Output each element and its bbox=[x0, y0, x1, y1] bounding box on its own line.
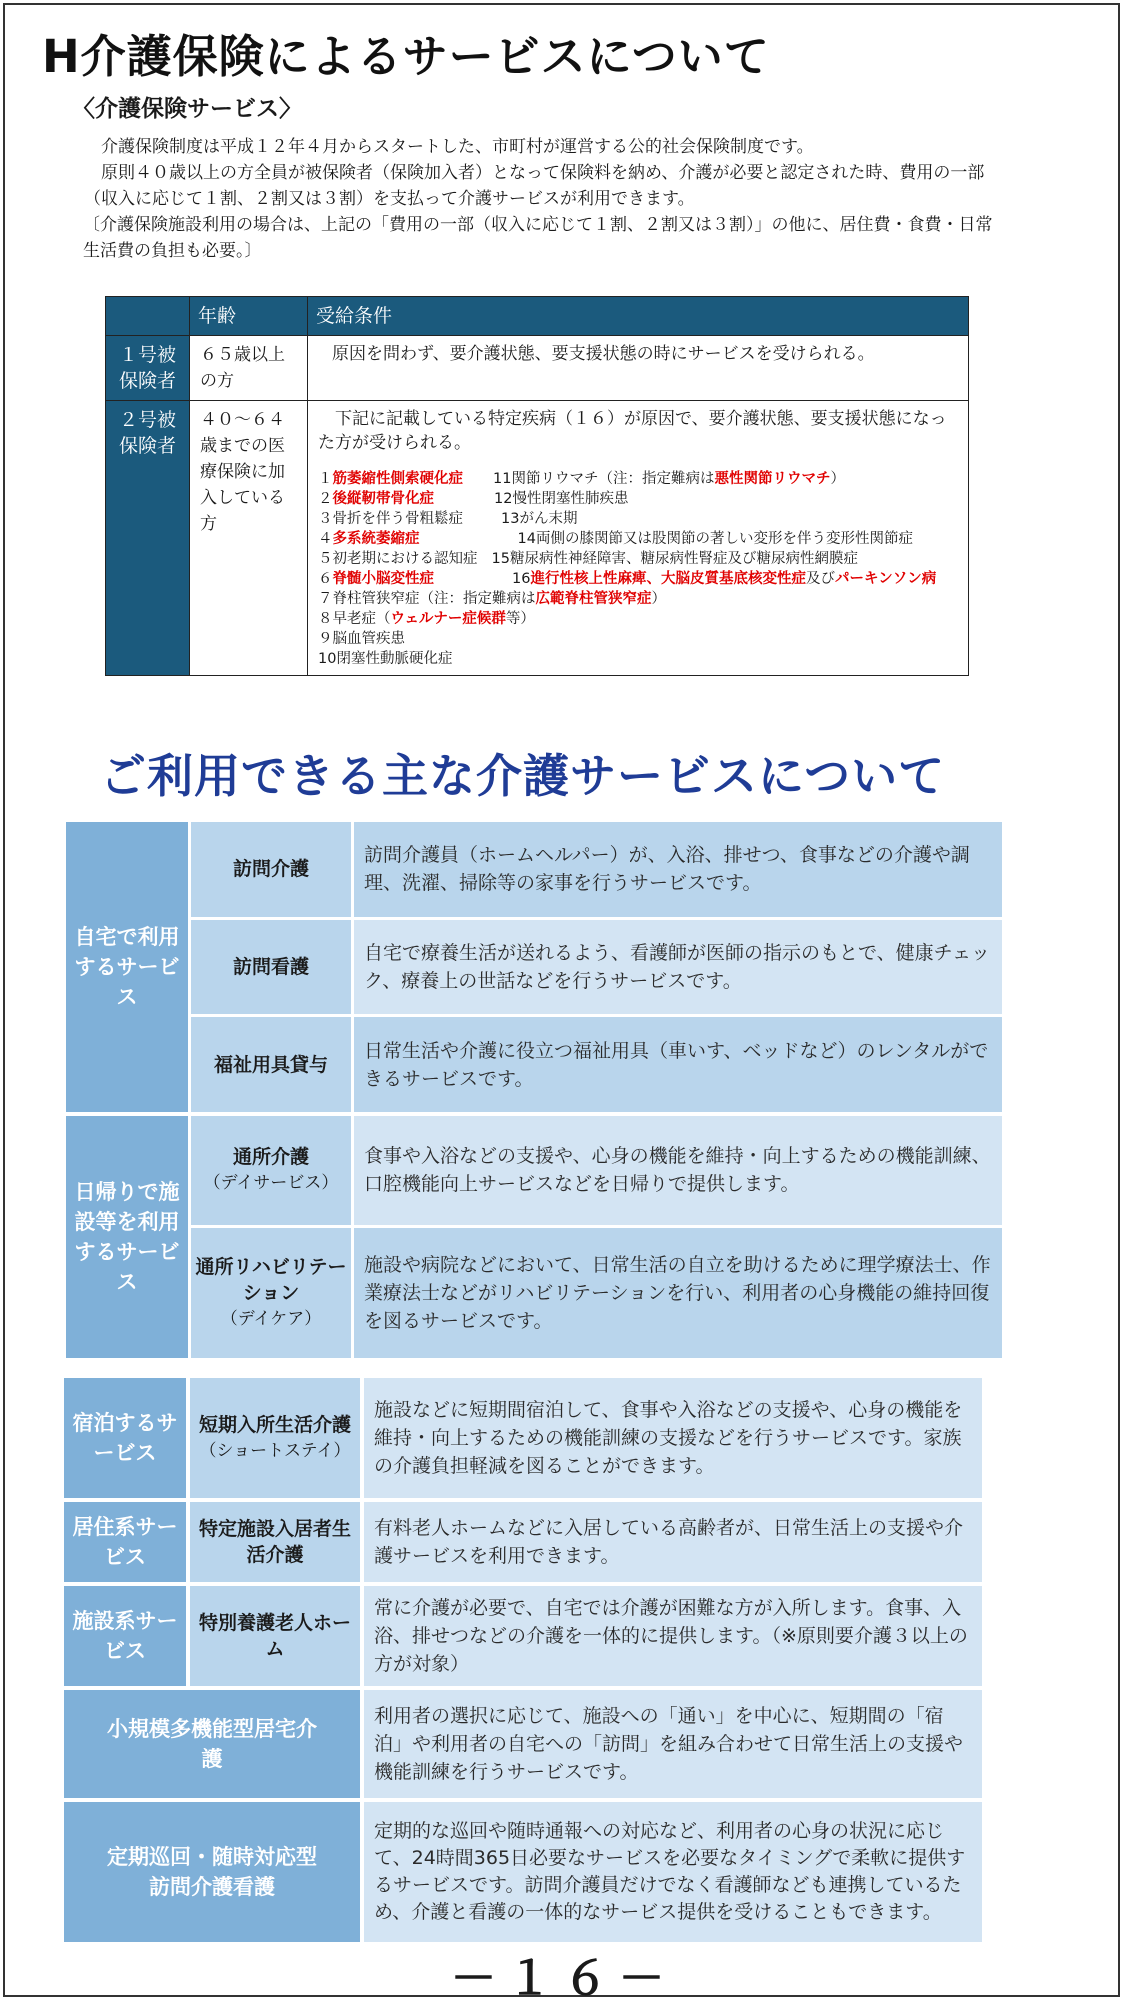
disease-item: ５初老期における認知症 bbox=[318, 551, 478, 567]
service-desc-day-service: 食事や入浴などの支援や、心身の機能を維持・向上するための機能訓練、口腔機能向上サービスなどを日帰りで提供します。 bbox=[354, 1116, 1002, 1225]
row-head-1: １号被保険者 bbox=[106, 336, 190, 401]
service-name-multifunction: 小規模多機能型居宅介護 bbox=[64, 1690, 360, 1798]
disease-item: 脊髄小脳変性症 bbox=[332, 571, 434, 587]
eligibility-table bbox=[105, 296, 969, 676]
service-desc-short-stay: 施設などに短期間宿泊して、食事や入浴などの支援や、心身の機能を維持・向上するための機能訓練の支援などを行うサービスです。家族の介護負担軽減を図ることができます。 bbox=[364, 1378, 982, 1498]
intro-text bbox=[84, 134, 994, 264]
services-heading: ご利用できる主な介護サービスについて bbox=[100, 749, 946, 803]
disease-item: ９脳血管疾患 bbox=[318, 631, 405, 647]
service-name-residence: 特定施設入居者生活介護 bbox=[190, 1502, 360, 1582]
eligibility-row-1 bbox=[106, 336, 969, 401]
service-name-day-service bbox=[191, 1116, 351, 1225]
facility-services-category: 施設系サービス bbox=[64, 1586, 186, 1686]
disease-item: ７脊柱管狭窄症（注：指定難病は bbox=[318, 591, 536, 607]
service-name-day-care-main: 通所リハビリテーション bbox=[195, 1255, 347, 1304]
service-name-short-stay-main: 短期入所生活介護 bbox=[198, 1414, 351, 1436]
stay-services-category: 宿泊するサービス bbox=[64, 1378, 186, 1498]
disease-item: 多系統萎縮症 bbox=[332, 531, 420, 547]
service-name-day-care-sub: （デイケア） bbox=[220, 1308, 322, 1329]
disease-item: 10閉塞性動脈硬化症 bbox=[318, 651, 453, 667]
service-desc-multifunction: 利用者の選択に応じて、施設への「通い」を中心に、短期間の「宿泊」や利用者の自宅への「訪問」を組み合わせて日常生活上の支援や機能訓練を行うサービスです。 bbox=[364, 1690, 982, 1798]
service-desc-home-nursing: 自宅で療養生活が送れるよう、看護師が医師の指示のもとで、健康チェック、療養上の世話などを行うサービスです。 bbox=[354, 920, 1002, 1015]
other-services-block bbox=[64, 1378, 982, 1946]
disease-num: ２ bbox=[318, 491, 333, 507]
service-name-day-service-sub: （デイサービス） bbox=[203, 1173, 339, 1194]
disease-num: ４ bbox=[318, 531, 333, 547]
service-name-periodic-visit: 定期巡回・随時対応型訪問介護看護 bbox=[64, 1802, 360, 1942]
service-name-equipment-rental: 福祉用具貸与 bbox=[191, 1017, 351, 1112]
disease-item: 筋萎縮性側索硬化症 bbox=[332, 471, 463, 487]
service-name-day-service-main: 通所介護 bbox=[232, 1146, 309, 1169]
disease-item: 広範脊柱管狭窄症 bbox=[535, 591, 652, 607]
service-desc-equipment-rental: 日常生活や介護に役立つ福祉用具（車いす、ベッドなど）のレンタルができるサービスです。 bbox=[354, 1017, 1002, 1112]
disease-num: 16 bbox=[512, 571, 531, 587]
disease-line-6 bbox=[318, 569, 958, 589]
day-services-category: 日帰りで施設等を利用するサービス bbox=[66, 1116, 188, 1358]
disease-item: 12慢性閉塞性肺疾患 bbox=[494, 491, 629, 507]
disease-item: ウェルナー症候群 bbox=[390, 611, 506, 627]
disease-item: ８早老症（ bbox=[318, 611, 391, 627]
disease-list bbox=[318, 469, 958, 669]
eligibility-row-2 bbox=[106, 401, 969, 676]
page-number: －１６－ bbox=[450, 1951, 675, 2005]
disease-line-8 bbox=[318, 609, 958, 629]
intro-paragraph-3: 〔介護保険施設利用の場合は、上記の「費用の一部（収入に応じて１割、２割又は３割）」の他に、居住費・食費・日常生活費の負担も必要。〕 bbox=[83, 215, 993, 261]
disease-line-10 bbox=[318, 649, 958, 669]
disease-line-1 bbox=[318, 469, 958, 489]
header-blank bbox=[106, 297, 190, 336]
row-head-2: ２号被保険者 bbox=[106, 401, 190, 676]
disease-line-9 bbox=[318, 629, 958, 649]
day-services-block bbox=[66, 1116, 1002, 1358]
disease-num: １ bbox=[318, 471, 333, 487]
disease-item: 11関節リウマチ（注：指定難病は bbox=[493, 471, 715, 487]
disease-item: パーキンソン病 bbox=[834, 571, 937, 587]
disease-item: 進行性核上性麻痺、大脳皮質基底核変性症 bbox=[530, 571, 806, 587]
disease-item: 14両側の膝関節又は股関節の著しい変形を伴う変形性関節症 bbox=[517, 531, 913, 547]
disease-line-7 bbox=[318, 589, 958, 609]
page-title: H介護保険によるサービスについて bbox=[42, 30, 770, 83]
row-cond-2 bbox=[308, 401, 969, 676]
row-cond-2-text: 下記に記載している特定疾病（１６）が原因で、要介護状態、要支援状態になった方が受けられる。 bbox=[318, 409, 947, 453]
service-desc-periodic-visit: 定期的な巡回や随時通報への対応など、利用者の心身の状況に応じて、24時間365日必要なサービスを必要なタイミングで柔軟に提供するサービスです。訪問介護員だけでなく看護師なども連携しているため、介護と看護の一体的なサービス提供を受けることもできます。 bbox=[364, 1802, 982, 1942]
section-subtitle: 〈介護保険サービス〉 bbox=[72, 96, 302, 122]
disease-item: ３骨折を伴う骨粗鬆症 bbox=[318, 511, 463, 527]
disease-line-4 bbox=[318, 529, 958, 549]
intro-paragraph-2: 原則４０歳以上の方全員が被保険者（保険加入者）となって保険料を納め、介護が必要と認定された時、費用の一部（収入に応じて１割、２割又は３割）を支払って介護サービスが利用できます。 bbox=[84, 163, 985, 209]
service-name-home-visit-care: 訪問介護 bbox=[191, 822, 351, 917]
disease-item: 後縦靭帯骨化症 bbox=[332, 491, 434, 507]
disease-item: ） bbox=[830, 471, 845, 487]
row-age-1: ６５歳以上の方 bbox=[190, 336, 308, 401]
disease-item: 及び bbox=[805, 571, 835, 587]
service-desc-nursing-home: 常に介護が必要で、自宅では介護が困難な方が入所します。食事、入浴、排せつなどの介護を一体的に提供します。（※原則要介護３以上の方が対象） bbox=[364, 1586, 982, 1686]
disease-item: 等） bbox=[505, 611, 535, 627]
eligibility-header-row bbox=[106, 297, 969, 336]
disease-line-3 bbox=[318, 509, 958, 529]
service-name-home-nursing: 訪問看護 bbox=[191, 920, 351, 1015]
row-age-2: ４０～６４歳までの医療保険に加入している方 bbox=[190, 401, 308, 676]
disease-item: 13がん末期 bbox=[501, 511, 578, 527]
service-desc-home-visit-care: 訪問介護員（ホームヘルパー）が、入浴、排せつ、食事などの介護や調理、洗濯、掃除等の家事を行うサービスです。 bbox=[354, 822, 1002, 917]
disease-num: ６ bbox=[318, 571, 333, 587]
home-services-block bbox=[66, 822, 1002, 1112]
residence-services-category: 居住系サービス bbox=[64, 1502, 186, 1582]
service-desc-residence: 有料老人ホームなどに入居している高齢者が、日常生活上の支援や介護サービスを利用できます。 bbox=[364, 1502, 982, 1582]
service-name-day-care bbox=[191, 1228, 351, 1358]
header-age: 年齢 bbox=[190, 297, 308, 336]
service-name-short-stay bbox=[190, 1378, 360, 1498]
disease-line-5 bbox=[318, 549, 958, 569]
row-cond-1: 原因を問わず、要介護状態、要支援状態の時にサービスを受けられる。 bbox=[308, 336, 969, 401]
header-condition: 受給条件 bbox=[308, 297, 969, 336]
disease-item: 15糖尿病性神経障害、糖尿病性腎症及び糖尿病性網膜症 bbox=[491, 551, 858, 567]
home-services-category: 自宅で利用するサービス bbox=[66, 822, 188, 1112]
disease-item: 悪性関節リウマチ bbox=[714, 471, 831, 487]
disease-item: ） bbox=[651, 591, 666, 607]
service-name-short-stay-sub: （ショートステイ） bbox=[199, 1441, 351, 1461]
intro-paragraph-1: 介護保険制度は平成１２年４月からスタートした、市町村が運営する公的社会保険制度です。 bbox=[101, 137, 814, 157]
disease-line-2 bbox=[318, 489, 958, 509]
service-desc-day-care: 施設や病院などにおいて、日常生活の自立を助けるために理学療法士、作業療法士などがリハビリテーションを行い、利用者の心身機能の維持回復を図るサービスです。 bbox=[354, 1228, 1002, 1358]
service-name-nursing-home: 特別養護老人ホーム bbox=[190, 1586, 360, 1686]
